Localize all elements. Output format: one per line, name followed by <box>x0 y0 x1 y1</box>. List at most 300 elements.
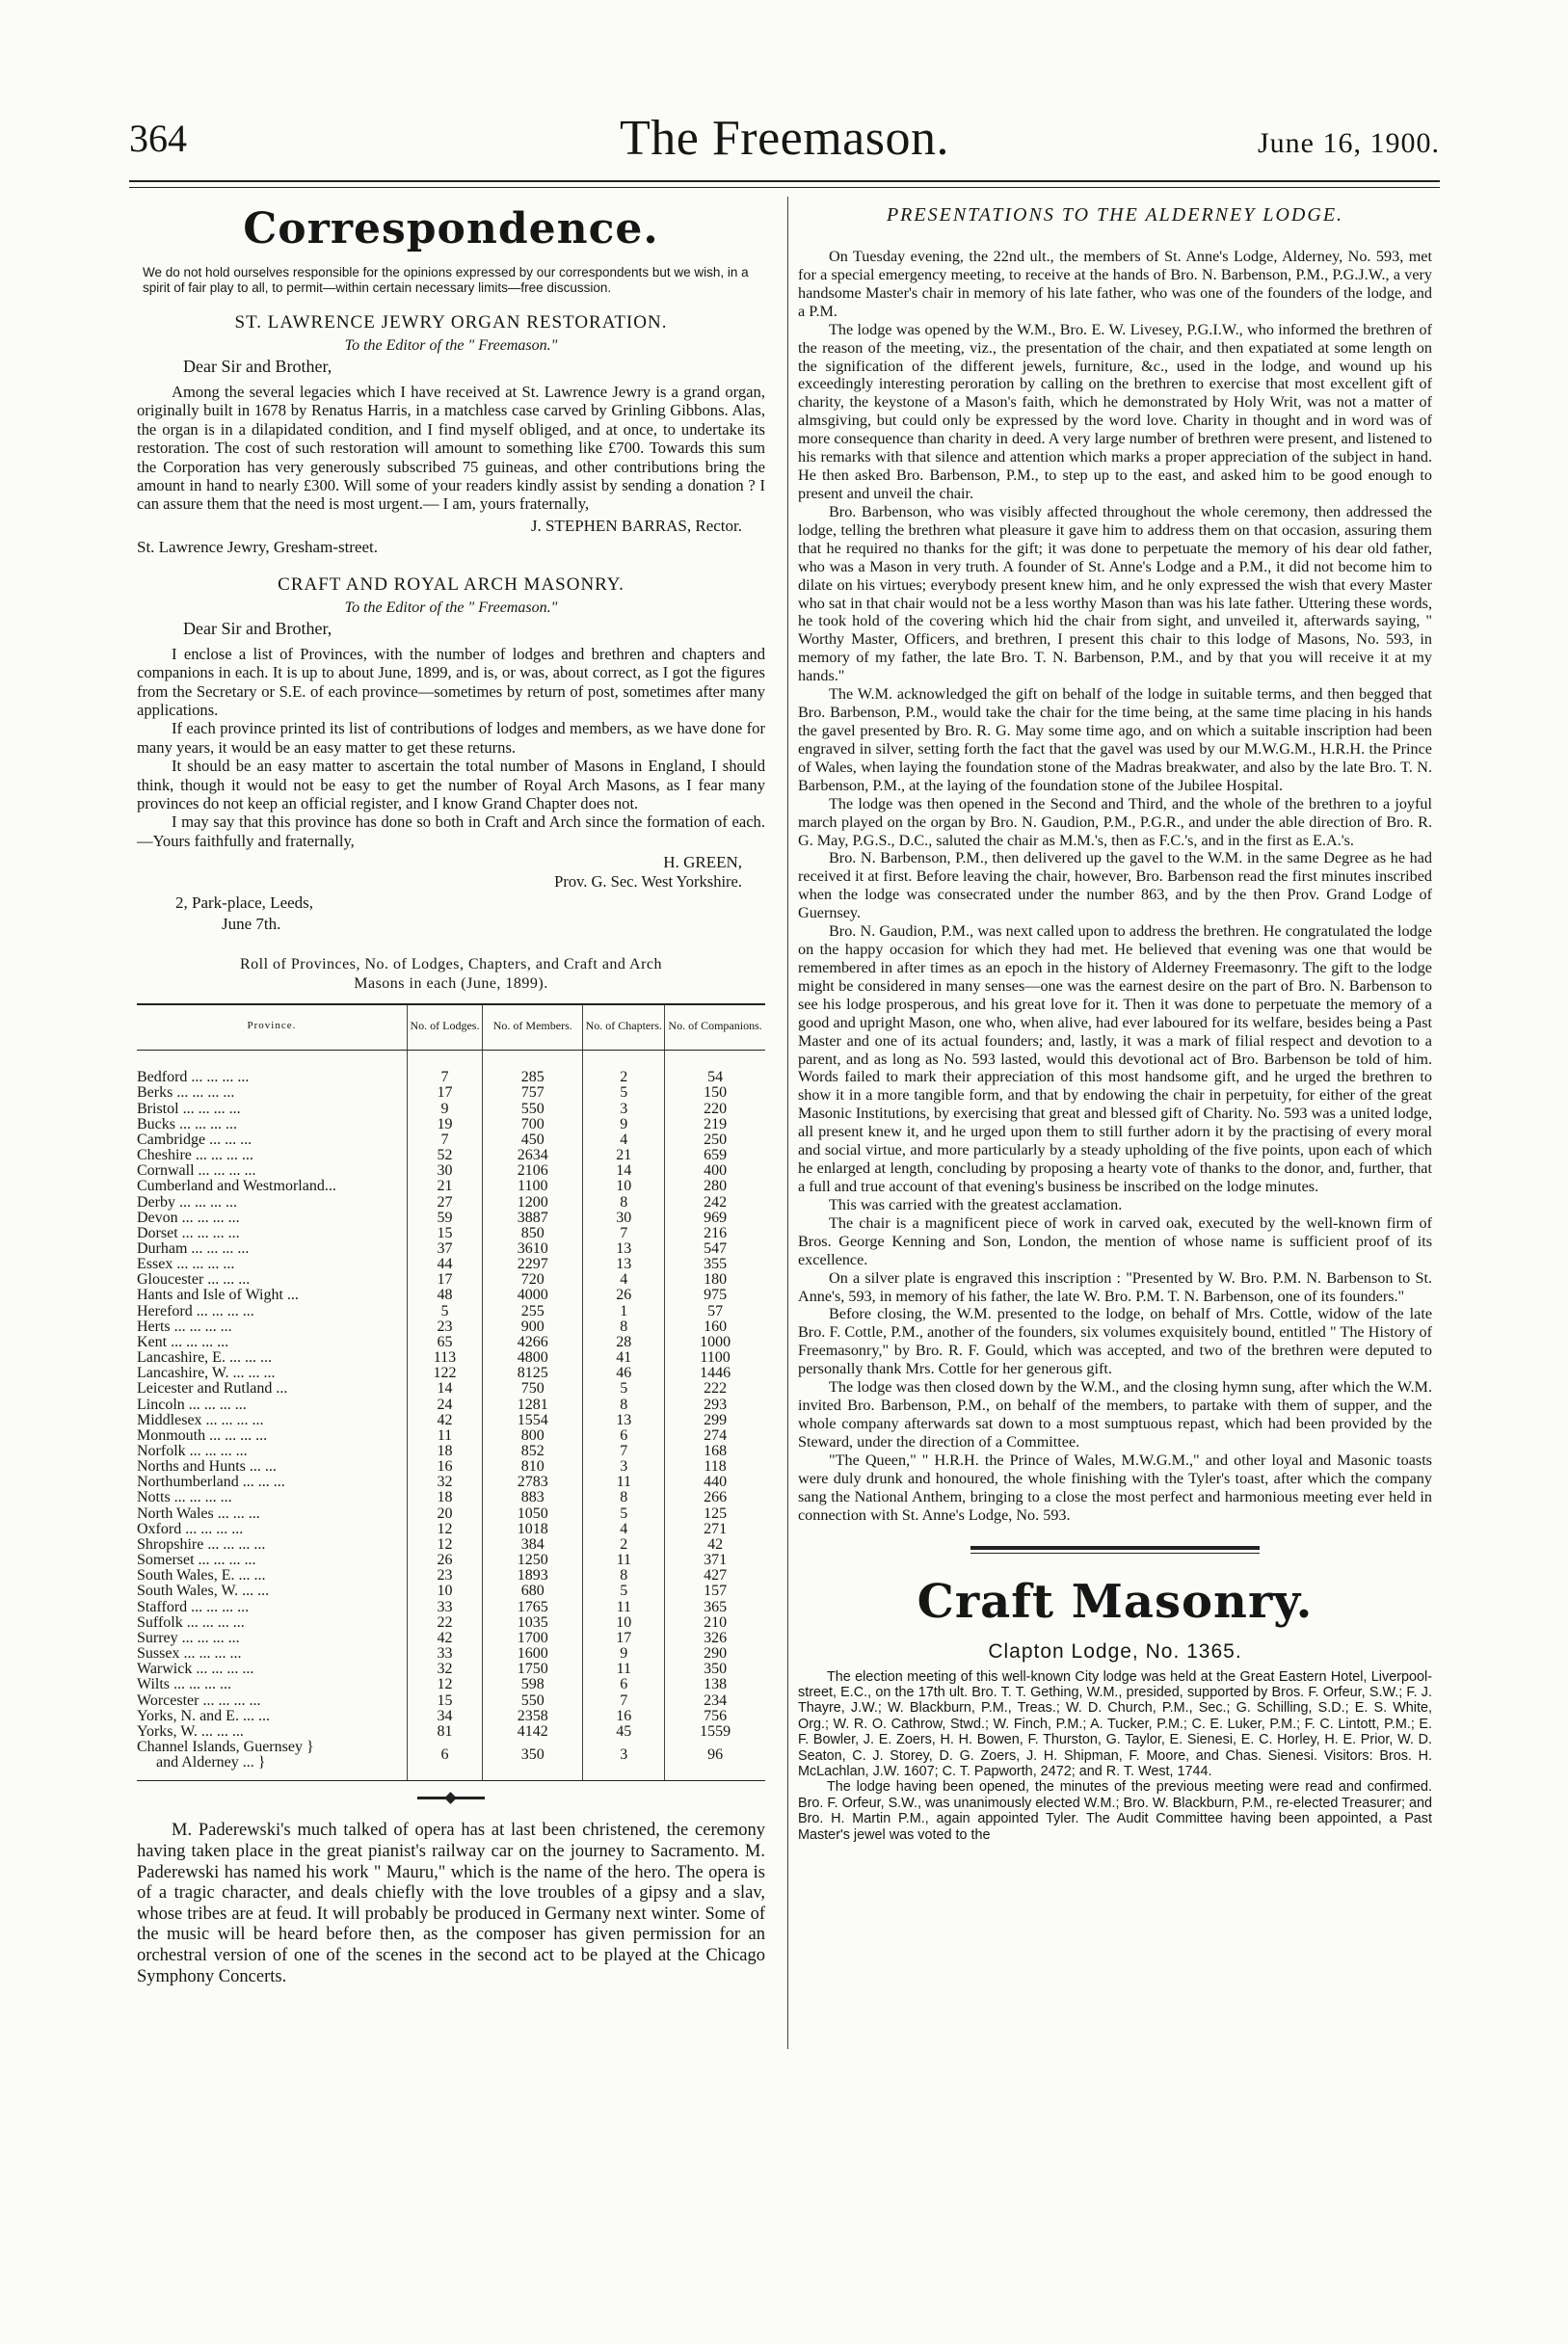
roll-cell-lodges: 27 <box>407 1195 482 1211</box>
table-row <box>137 1319 765 1335</box>
roll-cell-members: 720 <box>483 1272 583 1288</box>
correspondence-heading: Correspondence. <box>243 204 659 253</box>
roll-cell-companions: 222 <box>665 1381 765 1397</box>
table-row <box>137 1444 765 1459</box>
roll-cell-companions: 274 <box>665 1428 765 1444</box>
roll-cell-companions: 290 <box>665 1646 765 1662</box>
roll-cell-companions: 427 <box>665 1568 765 1584</box>
roll-cell-lodges: 42 <box>407 1631 482 1646</box>
roll-cell-members: 900 <box>483 1319 583 1335</box>
roll-cell-lodges: 7 <box>407 1132 482 1148</box>
roll-cell-companions: 400 <box>665 1163 765 1179</box>
roll-cell-companions: 365 <box>665 1600 765 1615</box>
alderney-paragraph: On Tuesday evening, the 22nd ult., the members of St. Anne's Lodge, Alderney, No. 593, met for a special emergency meeting, to receive at the hands of Bro. N. Barbenson, P.M., P.G.J.W., a very handsome Master's chair in memory of his late father, who was one of the founders of the lodge, and a P.M. <box>798 248 1432 320</box>
roll-cell-lodges: 15 <box>407 1226 482 1241</box>
roll-cell-companions: 216 <box>665 1226 765 1241</box>
roll-cell-members: 1765 <box>483 1600 583 1615</box>
roll-cell-companions: 138 <box>665 1677 765 1692</box>
roll-cell-lodges: 42 <box>407 1413 482 1428</box>
column-divider <box>787 197 788 2049</box>
roll-cell-chapters: 46 <box>583 1366 665 1381</box>
roll-header-row <box>137 1004 765 1051</box>
roll-cell-lodges: 12 <box>407 1537 482 1553</box>
roll-cell-members: 550 <box>483 1693 583 1709</box>
roll-cell-chapters: 11 <box>583 1553 665 1568</box>
roll-cell-companions: 280 <box>665 1179 765 1194</box>
roll-cell-province: Worcester ... ... ... ... <box>137 1691 261 1709</box>
alderney-paragraph: The lodge was opened by the W.M., Bro. E. W. Livesey, P.G.I.W., who informed the brethren of the reason of the meeting, viz., the presentation of the chair, and then expatiated at some length on the signification of the different jewels, furniture, &c., used in the lodge, and wound up his exceedingly interesting peroration by calling on the brethren to exercise that most excellent gift of charity, the keystone of a Mason's faith, which he demonstrated by Holy Writ, was not a matter of almsgiving, but could only be expressed by the word love. Charity in thought and in word was of more consequence than charity in deed. A very large number of brethren were present, and listened to his remarks with that silence and attention which marks a proper appreciation of the subject in hand. He then asked Bro. Barbenson, P.M., to step up to the east, and asked him to be good enough to present and unveil the chair. <box>798 320 1432 502</box>
letter-signature: H. GREEN, <box>663 853 742 872</box>
letter-date: June 7th. <box>222 915 281 934</box>
roll-title-line: Roll of Provinces, No. of Lodges, Chapters, and Craft and Arch <box>239 956 663 973</box>
roll-cell-members: 800 <box>483 1428 583 1444</box>
roll-cell-lodges: 10 <box>407 1584 482 1599</box>
table-row <box>137 1615 765 1631</box>
roll-header-companions: No. of Companions. <box>665 1004 765 1051</box>
table-row <box>137 1272 765 1288</box>
letter-salutation: Dear Sir and Brother, <box>183 356 332 376</box>
roll-cell-members: 1750 <box>483 1662 583 1677</box>
roll-cell-lodges: 113 <box>407 1350 482 1366</box>
roll-cell-members: 550 <box>483 1102 583 1117</box>
roll-cell-chapters: 8 <box>583 1568 665 1584</box>
header-rule-thick <box>129 180 1440 182</box>
roll-cell-members: 2634 <box>483 1148 583 1163</box>
roll-cell-chapters: 30 <box>583 1211 665 1226</box>
roll-cell-chapters: 21 <box>583 1148 665 1163</box>
table-row <box>137 1677 765 1692</box>
letter-salutation: Dear Sir and Brother, <box>183 618 332 638</box>
roll-cell-members: 700 <box>483 1117 583 1132</box>
roll-cell-province: Wilts ... ... ... ... <box>137 1676 232 1693</box>
roll-cell-chapters: 5 <box>583 1381 665 1397</box>
table-row <box>137 1413 765 1428</box>
roll-cell-members: 3610 <box>483 1241 583 1257</box>
alderney-heading: PRESENTATIONS TO THE ALDERNEY LODGE. <box>886 204 1344 226</box>
roll-cell-chapters: 11 <box>583 1475 665 1490</box>
roll-cell-lodges: 30 <box>407 1163 482 1179</box>
roll-cell-members: 757 <box>483 1085 583 1101</box>
roll-cell-lodges: 11 <box>407 1428 482 1444</box>
roll-cell-chapters: 4 <box>583 1522 665 1537</box>
table-row <box>137 1724 765 1740</box>
roll-cell-province: Derby ... ... ... ... <box>137 1193 237 1211</box>
roll-cell-province: Warwick ... ... ... ... <box>137 1661 254 1678</box>
roll-cell-companions: 250 <box>665 1132 765 1148</box>
roll-cell-companions: 350 <box>665 1662 765 1677</box>
roll-cell-province: Lancashire, E. ... ... ... <box>137 1349 272 1367</box>
table-row <box>137 1132 765 1148</box>
roll-cell-members: 2783 <box>483 1475 583 1490</box>
roll-cell-companions: 118 <box>665 1459 765 1475</box>
roll-cell-members: 2358 <box>483 1709 583 1724</box>
roll-cell-members: 1700 <box>483 1631 583 1646</box>
roll-cell-companions: 547 <box>665 1241 765 1257</box>
roll-cell-members: 1554 <box>483 1413 583 1428</box>
letter-craft-royal-arch <box>137 574 765 934</box>
roll-cell-province: Bucks ... ... ... ... <box>137 1115 237 1132</box>
table-row <box>137 1226 765 1241</box>
roll-cell-province: Hants and Isle of Wight ... <box>137 1287 299 1304</box>
alderney-paragraph: Before closing, the W.M. presented to the lodge, on behalf of Mrs. Cottle, widow of the late Bro. F. Cottle, P.M., another of the founders, six volumes exquisitely bound, entitled " The History of Freemasonry," by Bro. R. F. Gould, which was accepted, and two of the brethren were deputed to personally thank Mrs. Cottle for her generous gift. <box>798 1305 1432 1378</box>
letter-paragraph: I may say that this province has done so both in Craft and Arch since the formation of each.—Yours faithfully and fraternally, <box>137 812 765 850</box>
roll-title <box>137 955 765 994</box>
roll-cell-province: Cornwall ... ... ... ... <box>137 1162 256 1180</box>
roll-cell-province: Monmouth ... ... ... ... <box>137 1426 268 1444</box>
roll-cell-chapters: 8 <box>583 1398 665 1413</box>
left-column <box>137 204 765 1987</box>
roll-cell-chapters: 5 <box>583 1584 665 1599</box>
roll-cell-lodges: 17 <box>407 1085 482 1101</box>
roll-cell-province: Kent ... ... ... ... <box>137 1333 229 1350</box>
table-row <box>137 1662 765 1677</box>
roll-cell-province: South Wales, E. ... ... <box>137 1567 266 1585</box>
roll-cell-chapters: 11 <box>583 1600 665 1615</box>
roll-cell-members: 8125 <box>483 1366 583 1381</box>
roll-table <box>137 1003 765 1781</box>
roll-cell-province: Northumberland ... ... ... <box>137 1474 285 1491</box>
roll-cell-chapters: 8 <box>583 1195 665 1211</box>
roll-cell-members: 1250 <box>483 1553 583 1568</box>
table-row <box>137 1195 765 1211</box>
issue-date: June 16, 1900. <box>1258 127 1440 159</box>
table-row <box>137 1459 765 1475</box>
roll-cell-chapters: 16 <box>583 1709 665 1724</box>
roll-cell-members: 810 <box>483 1459 583 1475</box>
roll-cell-members: 1100 <box>483 1179 583 1194</box>
table-row <box>137 1475 765 1490</box>
roll-cell-companions: 210 <box>665 1615 765 1631</box>
table-row <box>137 1600 765 1615</box>
roll-cell-chapters: 28 <box>583 1335 665 1350</box>
letter-paragraph: If each province printed its list of contributions of lodges and members, as we have done for many years, it would be an easy matter to get these returns. <box>137 719 765 757</box>
letter-addressee: To the Editor of the " Freemason." <box>344 336 558 354</box>
alderney-paragraph: On a silver plate is engraved this inscription : "Presented by W. Bro. P.M. N. Barbenson to St. Anne's, 593, in memory of his father, the late W. Bro. P.M. T. N. Barbenson, one of its founders." <box>798 1268 1432 1305</box>
roll-cell-chapters: 8 <box>583 1319 665 1335</box>
roll-cell-chapters: 2 <box>583 1070 665 1085</box>
roll-cell-province: Shropshire ... ... ... ... <box>137 1535 266 1553</box>
roll-cell-province: Lancashire, W. ... ... ... <box>137 1365 276 1382</box>
alderney-article <box>798 248 1432 1525</box>
roll-header-province: Province. <box>137 1004 407 1051</box>
letter-signature: J. STEPHEN BARRAS, Rector. <box>530 516 742 535</box>
roll-cell-companions: 756 <box>665 1709 765 1724</box>
roll-cell-lodges: 23 <box>407 1319 482 1335</box>
roll-cell-lodges: 48 <box>407 1288 482 1303</box>
roll-cell-chapters: 2 <box>583 1537 665 1553</box>
roll-cell-companions: 57 <box>665 1304 765 1319</box>
roll-cell-lodges: 24 <box>407 1398 482 1413</box>
roll-cell-lodges: 33 <box>407 1600 482 1615</box>
roll-cell-chapters: 3 <box>583 1740 665 1781</box>
clapton-lodge-heading: Clapton Lodge, No. 1365. <box>988 1639 1242 1663</box>
header-rule-thin <box>129 187 1440 188</box>
alderney-paragraph: Bro. N. Gaudion, P.M., was next called upon to address the brethren. He congratulated the lodge on the happy occasion for which they had met. He believed that evening was one that would be remembered in after times as an epoch in the history of Alderney Freemasonry. The gift to the lodge might be considered in many senses—one was the earnest desire on the part of Bro. N. Barbenson to see his lodge prosperous, and his great love for it. Then it was done to perpetuate the memory of a good and upright Mason, one who, when alive, had ever laboured for its welfare, besides being a Past Master and one of its actual founders; and, lastly, it was a mark of filial respect and devotion to a parent, and as long as No. 593 lasted, would this devotional act of Bro. Barbenson be told of him. Words failed to mark their appreciation of this most handsome gift, and he urged the brethren to show it in a more tangible form, and that by endowing the chair in perpetuity, for either of the great Masonic Institutions, by exercising that great and blessed gift of Charity. No. 593 was a united lodge, all present knew it, and he urged upon them to still further adorn it by the practising of every moral and social virtue, and more particularly by a steady upholding of the five points, upon each of which he enlarged at length, concluding by proposing a hearty vote of thanks to the donor, and, further, that a full and true account of that evening's business be inscribed on the lodge minutes. <box>798 922 1432 1196</box>
roll-cell-members: 1893 <box>483 1568 583 1584</box>
roll-cell-province: Cheshire ... ... ... ... <box>137 1147 253 1164</box>
roll-cell-chapters: 9 <box>583 1646 665 1662</box>
roll-cell-chapters: 4 <box>583 1132 665 1148</box>
roll-cell-province: South Wales, W. ... ... <box>137 1583 270 1600</box>
roll-cell-province: Lincoln ... ... ... ... <box>137 1396 247 1413</box>
roll-cell-companions: 219 <box>665 1117 765 1132</box>
roll-header-chapters: No. of Chapters. <box>583 1004 665 1051</box>
roll-cell-lodges: 19 <box>407 1117 482 1132</box>
roll-cell-members: 850 <box>483 1226 583 1241</box>
roll-cell-lodges: 23 <box>407 1568 482 1584</box>
roll-cell-lodges: 52 <box>407 1148 482 1163</box>
roll-cell-companions: 1559 <box>665 1724 765 1740</box>
roll-cell-members: 285 <box>483 1070 583 1085</box>
roll-cell-province: Devon ... ... ... ... <box>137 1209 240 1226</box>
roll-cell-lodges: 9 <box>407 1102 482 1117</box>
roll-cell-companions: 293 <box>665 1398 765 1413</box>
roll-cell-companions: 1446 <box>665 1366 765 1381</box>
roll-cell-chapters: 5 <box>583 1085 665 1101</box>
roll-cell-lodges: 32 <box>407 1662 482 1677</box>
alderney-paragraph: Bro. N. Barbenson, P.M., then delivered up the gavel to the W.M. in the same Degree as he had received it at first. Before leaving the chair, however, Bro. Barbenson read the first minutes inscribed when the lodge was consecrated under the number 863, and by the then Prov. Grand Lodge of Guernsey. <box>798 849 1432 922</box>
roll-cell-chapters: 3 <box>583 1459 665 1475</box>
roll-cell-province: Middlesex ... ... ... ... <box>137 1411 264 1428</box>
table-row <box>137 1288 765 1303</box>
table-row <box>137 1179 765 1194</box>
table-row <box>137 1584 765 1599</box>
roll-cell-province: Hereford ... ... ... ... <box>137 1302 254 1319</box>
correspondence-disclaimer: We do not hold ourselves responsible for the opinions expressed by our correspondents but we wish, in a spirit of fair play to all, to permit—within certain necessary limits—free discussion. <box>143 265 749 296</box>
table-row <box>137 1257 765 1272</box>
roll-cell-companions: 355 <box>665 1257 765 1272</box>
roll-cell-lodges: 12 <box>407 1522 482 1537</box>
table-row <box>137 1366 765 1381</box>
roll-title-line: Masons in each (June, 1899). <box>354 975 548 993</box>
roll-cell-companions: 271 <box>665 1522 765 1537</box>
roll-cell-chapters: 11 <box>583 1662 665 1677</box>
roll-cell-members: 680 <box>483 1584 583 1599</box>
roll-cell-chapters: 6 <box>583 1428 665 1444</box>
roll-cell-lodges: 5 <box>407 1304 482 1319</box>
roll-cell-companions: 157 <box>665 1584 765 1599</box>
roll-cell-province: Leicester and Rutland ... <box>137 1380 288 1398</box>
paderewski-paragraph: M. Paderewski's much talked of opera has at last been christened, the ceremony having taken place in the great pianist's railway car on the journey to Sacramento. M. Paderewski has named his work " Mauru," which is the name of the hero. The opera is of a tragic character, and deals chiefly with the love troubles of a gipsy and a slav, whose tribes are at feud. It will probably be produced in Germany next winter. Some of the music will be heard before then, as the composer has given permission for an orchestral version of one of the scenes in the second act to be played at the Chicago Symphony Concerts. <box>137 1821 765 1986</box>
roll-cell-companions: 42 <box>665 1537 765 1553</box>
table-row <box>137 1211 765 1226</box>
roll-cell-members: 350 <box>483 1740 583 1781</box>
province-line: and Alderney ... } <box>156 1754 266 1771</box>
roll-cell-lodges: 18 <box>407 1490 482 1505</box>
roll-cell-province: Cumberland and Westmorland... <box>137 1178 336 1195</box>
roll-cell-chapters: 4 <box>583 1272 665 1288</box>
page-header <box>129 111 1440 173</box>
roll-cell-lodges: 21 <box>407 1179 482 1194</box>
roll-cell-companions: 440 <box>665 1475 765 1490</box>
roll-cell-chapters: 7 <box>583 1226 665 1241</box>
table-row <box>137 1428 765 1444</box>
roll-cell-lodges: 7 <box>407 1070 482 1085</box>
roll-cell-province: Dorset ... ... ... ... <box>137 1224 240 1241</box>
roll-cell-chapters: 1 <box>583 1304 665 1319</box>
roll-cell-lodges: 20 <box>407 1506 482 1522</box>
roll-cell-members: 4800 <box>483 1350 583 1366</box>
newspaper-title: The Freemason. <box>619 111 949 166</box>
table-row <box>137 1117 765 1132</box>
roll-cell-companions: 371 <box>665 1553 765 1568</box>
roll-cell-members: 450 <box>483 1132 583 1148</box>
roll-cell-province: Surrey ... ... ... ... <box>137 1629 240 1646</box>
roll-cell-lodges: 33 <box>407 1646 482 1662</box>
table-row <box>137 1102 765 1117</box>
roll-cell-members: 2106 <box>483 1163 583 1179</box>
roll-cell-lodges: 18 <box>407 1444 482 1459</box>
roll-cell-members: 4266 <box>483 1335 583 1350</box>
roll-cell-chapters: 41 <box>583 1350 665 1366</box>
roll-cell-province: Herts ... ... ... ... <box>137 1318 232 1335</box>
section-rule <box>970 1546 1260 1554</box>
roll-cell-members: 4000 <box>483 1288 583 1303</box>
roll-cell-lodges: 32 <box>407 1475 482 1490</box>
roll-cell-chapters: 3 <box>583 1102 665 1117</box>
letter-paragraph: I enclose a list of Provinces, with the number of lodges and brethren and chapters and companions in each. It is up to about June, 1899, and is, or was, about correct, as I got the figures from the Secretary or S.E. of each province—sometimes by return of post, sometimes after many applications. <box>137 644 765 719</box>
roll-cell-lodges: 81 <box>407 1724 482 1740</box>
alderney-paragraph: "The Queen," " H.R.H. the Prince of Wales, M.W.G.M.," and other loyal and Masonic toasts were duly drunk and honoured, the whole finishing with the Tyler's toast, after which the company sang the National Anthem, bringing to a close the most perfect and harmonious meeting ever held in connection with St. Anne's Lodge, No. 593. <box>798 1451 1432 1524</box>
roll-cell-members: 1600 <box>483 1646 583 1662</box>
table-row <box>137 1304 765 1319</box>
roll-cell-members: 3887 <box>483 1211 583 1226</box>
roll-cell-province: Berks ... ... ... ... <box>137 1084 235 1102</box>
roll-cell-province: Stafford ... ... ... ... <box>137 1598 250 1615</box>
roll-cell-province: North Wales ... ... ... <box>137 1505 260 1522</box>
table-row <box>137 1631 765 1646</box>
roll-cell-province: Oxford ... ... ... ... <box>137 1520 244 1537</box>
roll-cell-members: 1281 <box>483 1398 583 1413</box>
roll-cell-lodges: 16 <box>407 1459 482 1475</box>
table-row <box>137 1740 765 1781</box>
roll-cell-lodges: 26 <box>407 1553 482 1568</box>
clapton-paragraph: The lodge having been opened, the minutes of the previous meeting were read and confirmed. Bro. F. Orfeur, S.W., was unanimously elected W.M.; Bro. W. Blackburn, P.M., re-elected Treasurer; and Bro. H. Martin P.M., again appointed Tyler. The Audit Committee having been appointed, a Past Master's jewel was voted to the <box>798 1779 1432 1843</box>
roll-cell-members: 2297 <box>483 1257 583 1272</box>
roll-cell-chapters: 13 <box>583 1241 665 1257</box>
table-row <box>137 1163 765 1179</box>
roll-cell-province: Sussex ... ... ... ... <box>137 1645 242 1663</box>
ornament-divider <box>417 1797 485 1799</box>
roll-cell-lodges: 15 <box>407 1693 482 1709</box>
roll-cell-lodges: 44 <box>407 1257 482 1272</box>
roll-cell-lodges: 22 <box>407 1615 482 1631</box>
roll-header-members: No. of Members. <box>483 1004 583 1051</box>
roll-cell-province: Essex ... ... ... ... <box>137 1256 235 1273</box>
alderney-paragraph: The W.M. acknowledged the gift on behalf of the lodge in suitable terms, and then begged that Bro. Barbenson, P.M., would take the chair for the time being, at the same time placing in his hands the gavel presented by Bro. R. G. May some time ago, and on which a suitable inscription had been engraved in silver, setting forth the fact that the gavel was used by our M.W.G.M., H.R.H. the Prince of Wales, when laying the foundation stone of the Madras breakwater, and also by the late Bro. T. N. Barbenson, P.M., at the laying of the foundation stone of the Jubilee Hospital. <box>798 685 1432 794</box>
table-row <box>137 1568 765 1584</box>
alderney-paragraph: Bro. Barbenson, who was visibly affected throughout the whole ceremony, then addressed the lodge, telling the brethren what pleasure it gave him to address them on that occasion, assuring them that he required no thanks for the gift; it was done to perpetuate the memory of his dear old father, who was a Mason in very truth. A founder of St. Anne's Lodge and a P.M., it did not become him to dilate on his virtues; everybody present knew him, and he only expressed the wish that every Master who sat in that chair would not be a less worthy Mason than was his late father. Uttering these words, he took hold of the covering which hid the chair from sight, and unveiled it, afterwards saying, " Worthy Master, Officers, and brethren, I present this chair to this lodge of Masons, No. 593, in memory of my father, the late Bro. T. N. Barbenson, P.M., and by that you will receive it at my hands." <box>798 502 1432 685</box>
roll-body <box>137 1051 765 1740</box>
roll-cell-companions: 299 <box>665 1413 765 1428</box>
roll-cell-companions: 1100 <box>665 1350 765 1366</box>
roll-cell-province: Cambridge ... ... ... <box>137 1131 252 1148</box>
table-row <box>137 1537 765 1553</box>
roll-cell-lodges: 14 <box>407 1381 482 1397</box>
roll-cell-chapters: 9 <box>583 1117 665 1132</box>
letter-address: St. Lawrence Jewry, Gresham-street. <box>137 537 379 556</box>
table-row <box>137 1693 765 1709</box>
table-row <box>137 1553 765 1568</box>
roll-cell-companions: 242 <box>665 1195 765 1211</box>
table-row <box>137 1350 765 1366</box>
province-line: Channel Islands, Guernsey } <box>137 1738 314 1755</box>
roll-cell-chapters: 7 <box>583 1693 665 1709</box>
table-row <box>137 1070 765 1085</box>
roll-cell-province: Yorks, W. ... ... ... <box>137 1722 244 1740</box>
table-row <box>137 1646 765 1662</box>
roll-cell-companions: 975 <box>665 1288 765 1303</box>
roll-cell-lodges: 6 <box>407 1740 482 1781</box>
roll-cell-companions: 180 <box>665 1272 765 1288</box>
roll-cell-members: 883 <box>483 1490 583 1505</box>
table-row <box>137 1522 765 1537</box>
roll-cell-lodges: 122 <box>407 1366 482 1381</box>
letter-organ-restoration <box>137 312 765 557</box>
roll-cell-members: 1200 <box>483 1195 583 1211</box>
roll-cell-members: 598 <box>483 1677 583 1692</box>
roll-cell-companions: 659 <box>665 1148 765 1163</box>
roll-cell-lodges: 59 <box>407 1211 482 1226</box>
roll-cell-province: Gloucester ... ... ... <box>137 1271 251 1289</box>
roll-cell-members: 384 <box>483 1537 583 1553</box>
roll-cell-companions: 96 <box>665 1740 765 1781</box>
roll-cell-companions: 326 <box>665 1631 765 1646</box>
roll-cell-province: Somerset ... ... ... ... <box>137 1552 256 1569</box>
roll-cell-province: Durham ... ... ... ... <box>137 1239 250 1257</box>
roll-cell-companions: 125 <box>665 1506 765 1522</box>
page-number: 364 <box>129 117 187 160</box>
roll-cell-chapters: 7 <box>583 1444 665 1459</box>
roll-cell-province: Bedford ... ... ... ... <box>137 1069 250 1086</box>
roll-cell-members: 1035 <box>483 1615 583 1631</box>
roll-cell-chapters: 8 <box>583 1490 665 1505</box>
alderney-paragraph: This was carried with the greatest acclamation. <box>829 1195 1123 1213</box>
letter-body: Among the several legacies which I have received at St. Lawrence Jewry is a grand organ, originally built in 1678 by Renatus Harris, in a matchless case carved by Grinling Gibbons. Alas, the organ is in a dilapidated condition, and I find myself obliged, and at once, to undertake its restoration. The cost of such restoration will amount to something like £700. Towards this sum the Corporation has very generously subscribed 75 guineas, and other contributions bring the amount in hand to nearly £300. Will some of your readers kindly assist by sending a donation ? I can assure them that the need is most urgent.— I am, yours fraternally, <box>137 382 765 514</box>
roll-cell-lodges: 12 <box>407 1677 482 1692</box>
roll-cell-chapters: 17 <box>583 1631 665 1646</box>
roll-cell-province: Yorks, N. and E. ... ... <box>137 1707 270 1724</box>
table-row <box>137 1506 765 1522</box>
roll-cell-chapters: 10 <box>583 1179 665 1194</box>
letter-addressee: To the Editor of the " Freemason." <box>344 599 558 616</box>
letter-signature-title: Prov. G. Sec. West Yorkshire. <box>554 872 742 892</box>
roll-cell-province: Bristol ... ... ... ... <box>137 1100 241 1117</box>
roll-cell-chapters: 14 <box>583 1163 665 1179</box>
roll-cell-companions: 168 <box>665 1444 765 1459</box>
roll-cell-chapters: 13 <box>583 1257 665 1272</box>
table-row <box>137 1381 765 1397</box>
alderney-paragraph: The lodge was then closed down by the W.M., and the closing hymn sung, after which the W.M. invited Bro. Barbenson, P.M., on behalf of the members, to partake with them of supper, and the whole company afterwards sat down to a most sumptuous repast, which had been provided by the Steward, under the direction of a Committee. <box>798 1378 1432 1451</box>
roll-cell-province <box>137 1740 407 1781</box>
roll-cell-companions: 234 <box>665 1693 765 1709</box>
alderney-paragraph: The chair is a magnificent piece of work in carved oak, executed by the well-known firm of Bros. George Kenning and Son, London, the mention of whose name is sufficient proof of its excellence. <box>798 1213 1432 1268</box>
roll-cell-members: 255 <box>483 1304 583 1319</box>
roll-cell-members: 1018 <box>483 1522 583 1537</box>
roll-cell-members: 1050 <box>483 1506 583 1522</box>
roll-cell-lodges: 37 <box>407 1241 482 1257</box>
letter-address: 2, Park-place, Leeds, <box>175 893 314 913</box>
roll-cell-lodges: 65 <box>407 1335 482 1350</box>
roll-cell-chapters: 5 <box>583 1506 665 1522</box>
roll-cell-chapters: 13 <box>583 1413 665 1428</box>
roll-cell-lodges: 34 <box>407 1709 482 1724</box>
roll-cell-province: Norfolk ... ... ... ... <box>137 1443 248 1459</box>
roll-cell-lodges: 17 <box>407 1272 482 1288</box>
roll-cell-members: 750 <box>483 1381 583 1397</box>
roll-cell-companions: 969 <box>665 1211 765 1226</box>
alderney-paragraph: The lodge was then opened in the Second and Third, and the whole of the brethren to a joyful march played on the organ by Bro. N. Gaudion, P.M., P.G.R., and under the able direction of Bro. R. G. May, P.G.S., D.C., saluted the chair as M.M.'s, then as F.C.'s, and in the first as E.A.'s. <box>798 794 1432 849</box>
